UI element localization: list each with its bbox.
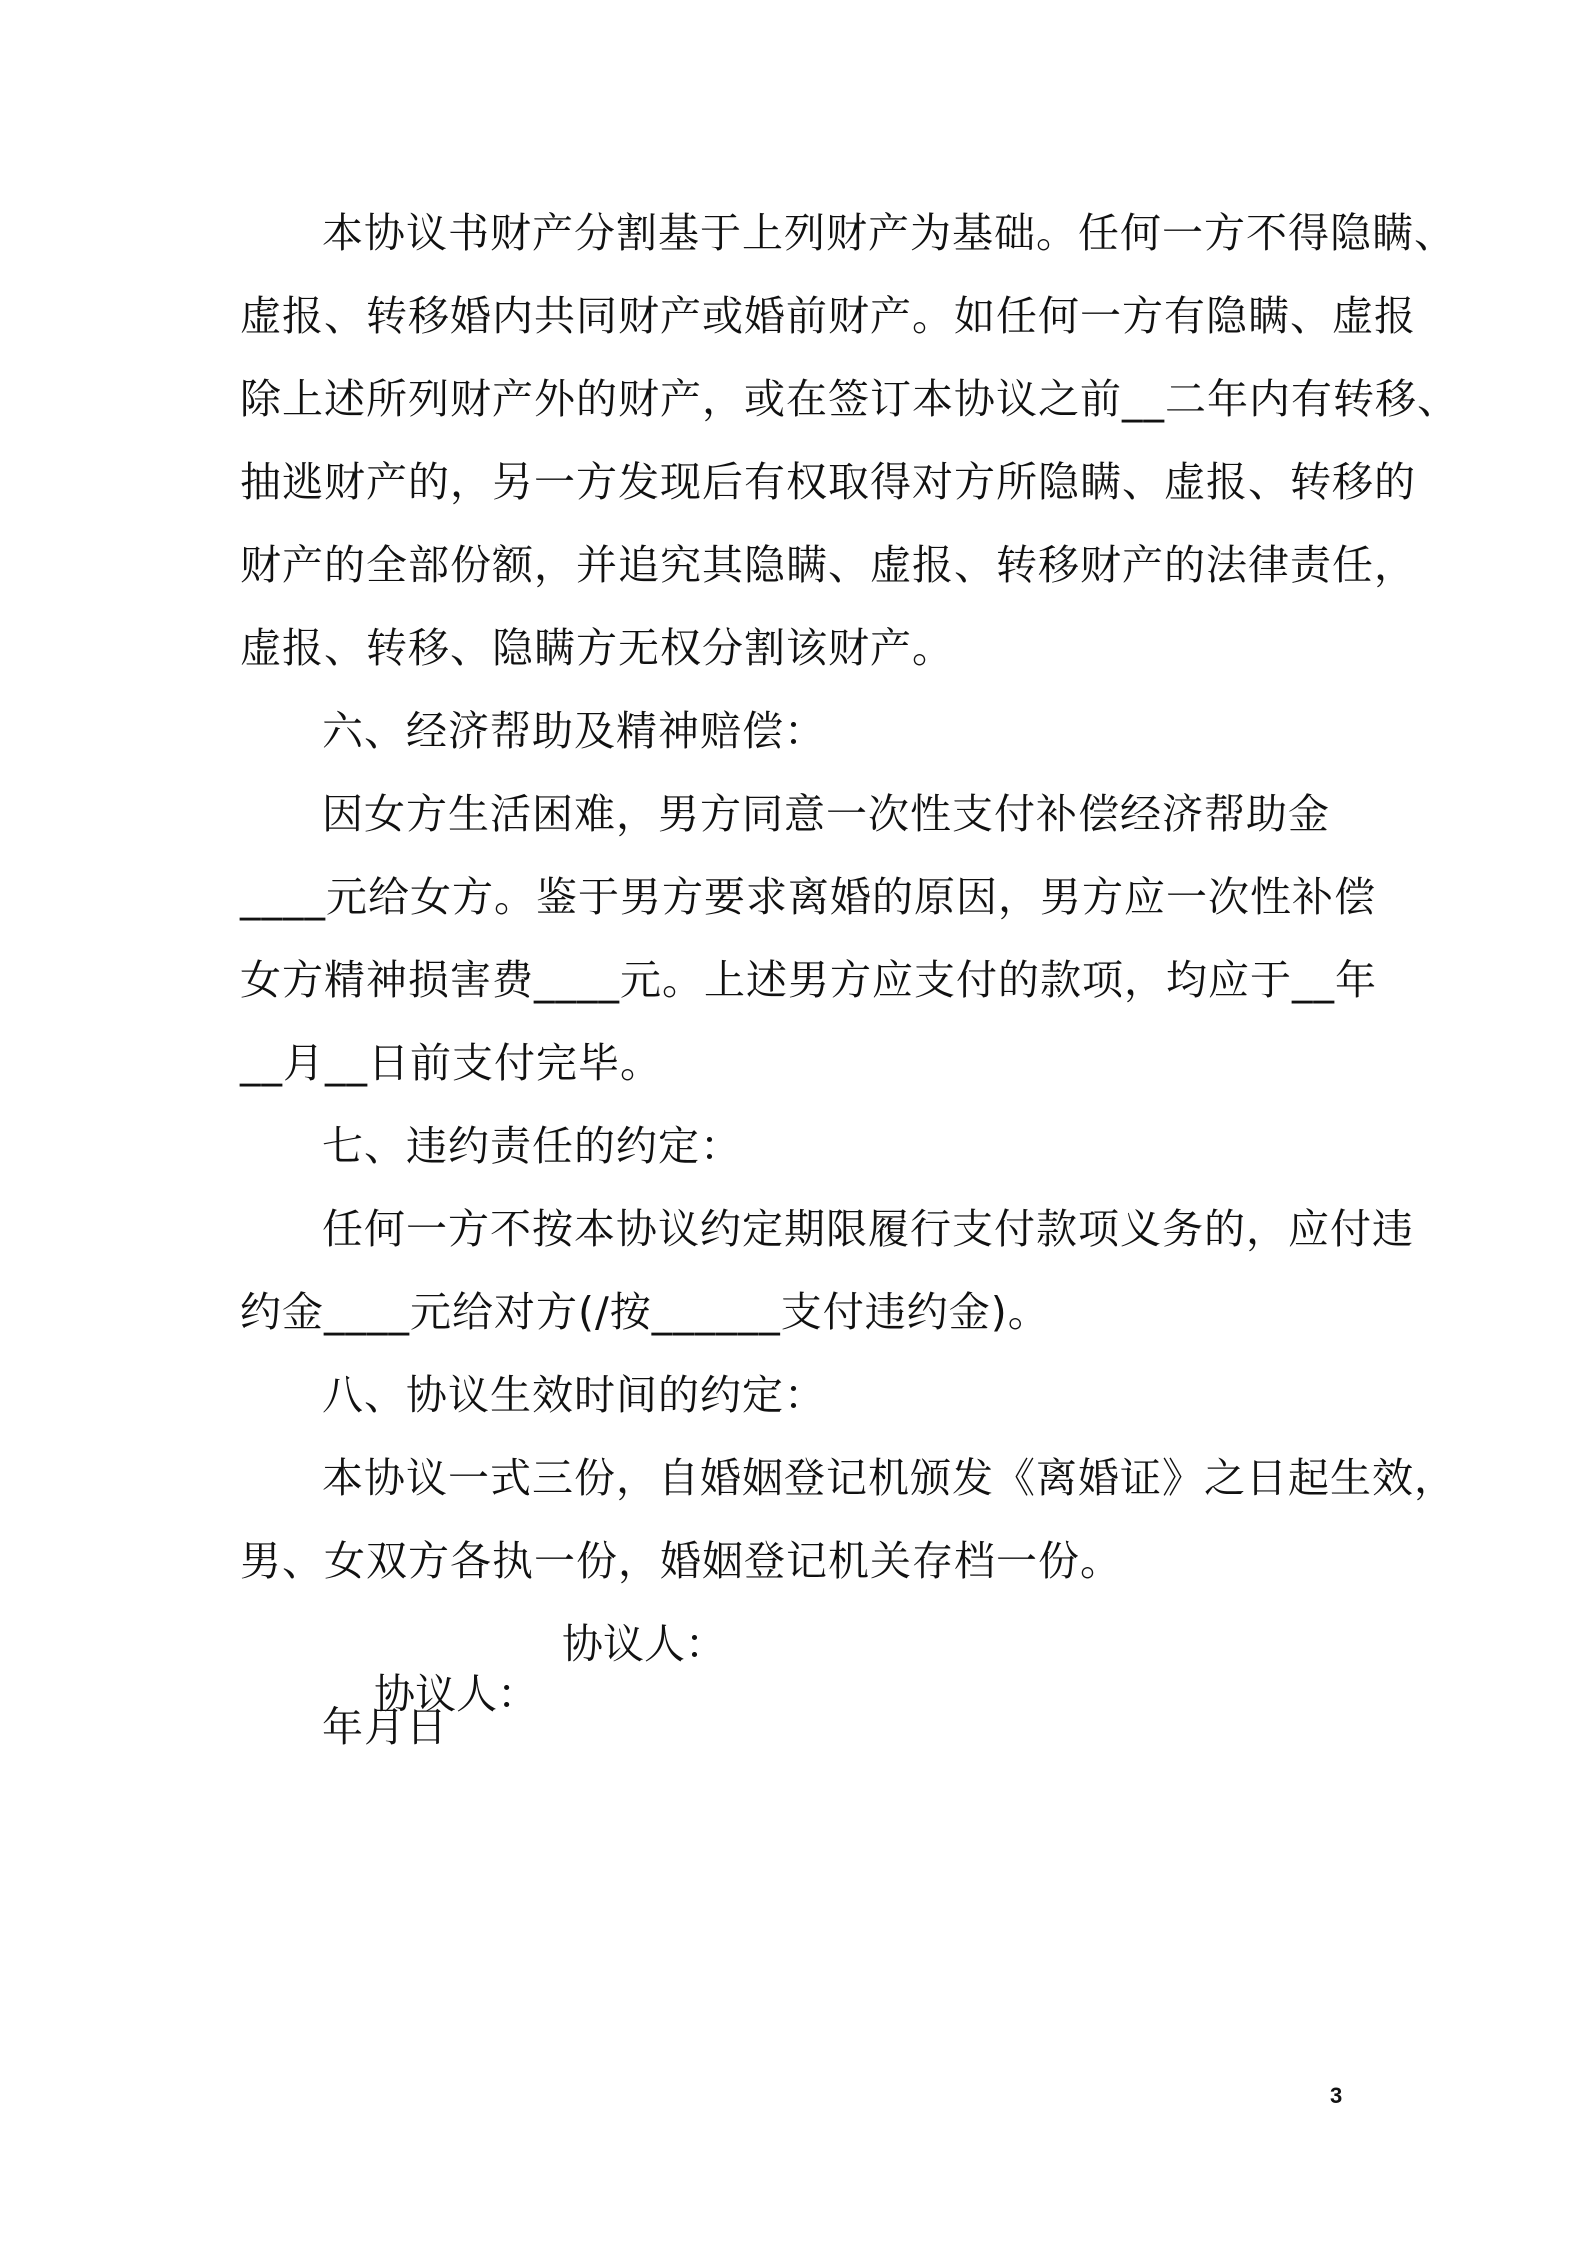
paragraph-line: 虚报、转移、隐瞒方无权分割该财产。 <box>240 624 954 672</box>
paragraph-line: 除上述所列财产外的财产，或在签订本协议之前__二年内有转移、 <box>240 375 1459 423</box>
section-heading-6: 六、经济帮助及精神赔偿： <box>322 707 826 755</box>
paragraph-line: 因女方生活困难，男方同意一次性支付补偿经济帮助金 <box>322 790 1330 838</box>
paragraph-line: 本协议书财产分割基于上列财产为基础。任何一方不得隐瞒、 <box>322 209 1456 257</box>
paragraph-line: 抽逃财产的，另一方发现后有权取得对方所隐瞒、虚报、转移的 <box>240 458 1416 506</box>
paragraph-line: 约金____元给对方(/按______支付违约金)。 <box>240 1288 1050 1336</box>
section-heading-7: 七、违约责任的约定： <box>322 1122 742 1170</box>
paragraph-line: 女方精神损害费____元。上述男方应支付的款项，均应于__年 <box>240 956 1377 1004</box>
page-number: 3 <box>1330 2083 1343 2108</box>
date-line: 年月日 <box>322 1703 448 1751</box>
signer-party-b: 协议人： <box>562 1620 726 1668</box>
paragraph-line: ____元给女方。鉴于男方要求离婚的原因，男方应一次性补偿 <box>240 873 1376 921</box>
paragraph-line: 本协议一式三份，自婚姻登记机颁发《离婚证》之日起生效， <box>322 1454 1456 1502</box>
paragraph-line: 任何一方不按本协议约定期限履行支付款项义务的，应付违 <box>322 1205 1414 1253</box>
paragraph-line: 男、女双方各执一份，婚姻登记机关存档一份。 <box>240 1537 1122 1585</box>
section-heading-8: 八、协议生效时间的约定： <box>322 1371 826 1419</box>
signer-party-a: 协议人： <box>374 1670 539 1718</box>
paragraph-line: 财产的全部份额，并追究其隐瞒、虚报、转移财产的法律责任， <box>240 541 1416 589</box>
paragraph-line: __月__日前支付完毕。 <box>240 1039 662 1087</box>
paragraph-line: 虚报、转移婚内共同财产或婚前财产。如任何一方有隐瞒、虚报 <box>240 292 1416 340</box>
